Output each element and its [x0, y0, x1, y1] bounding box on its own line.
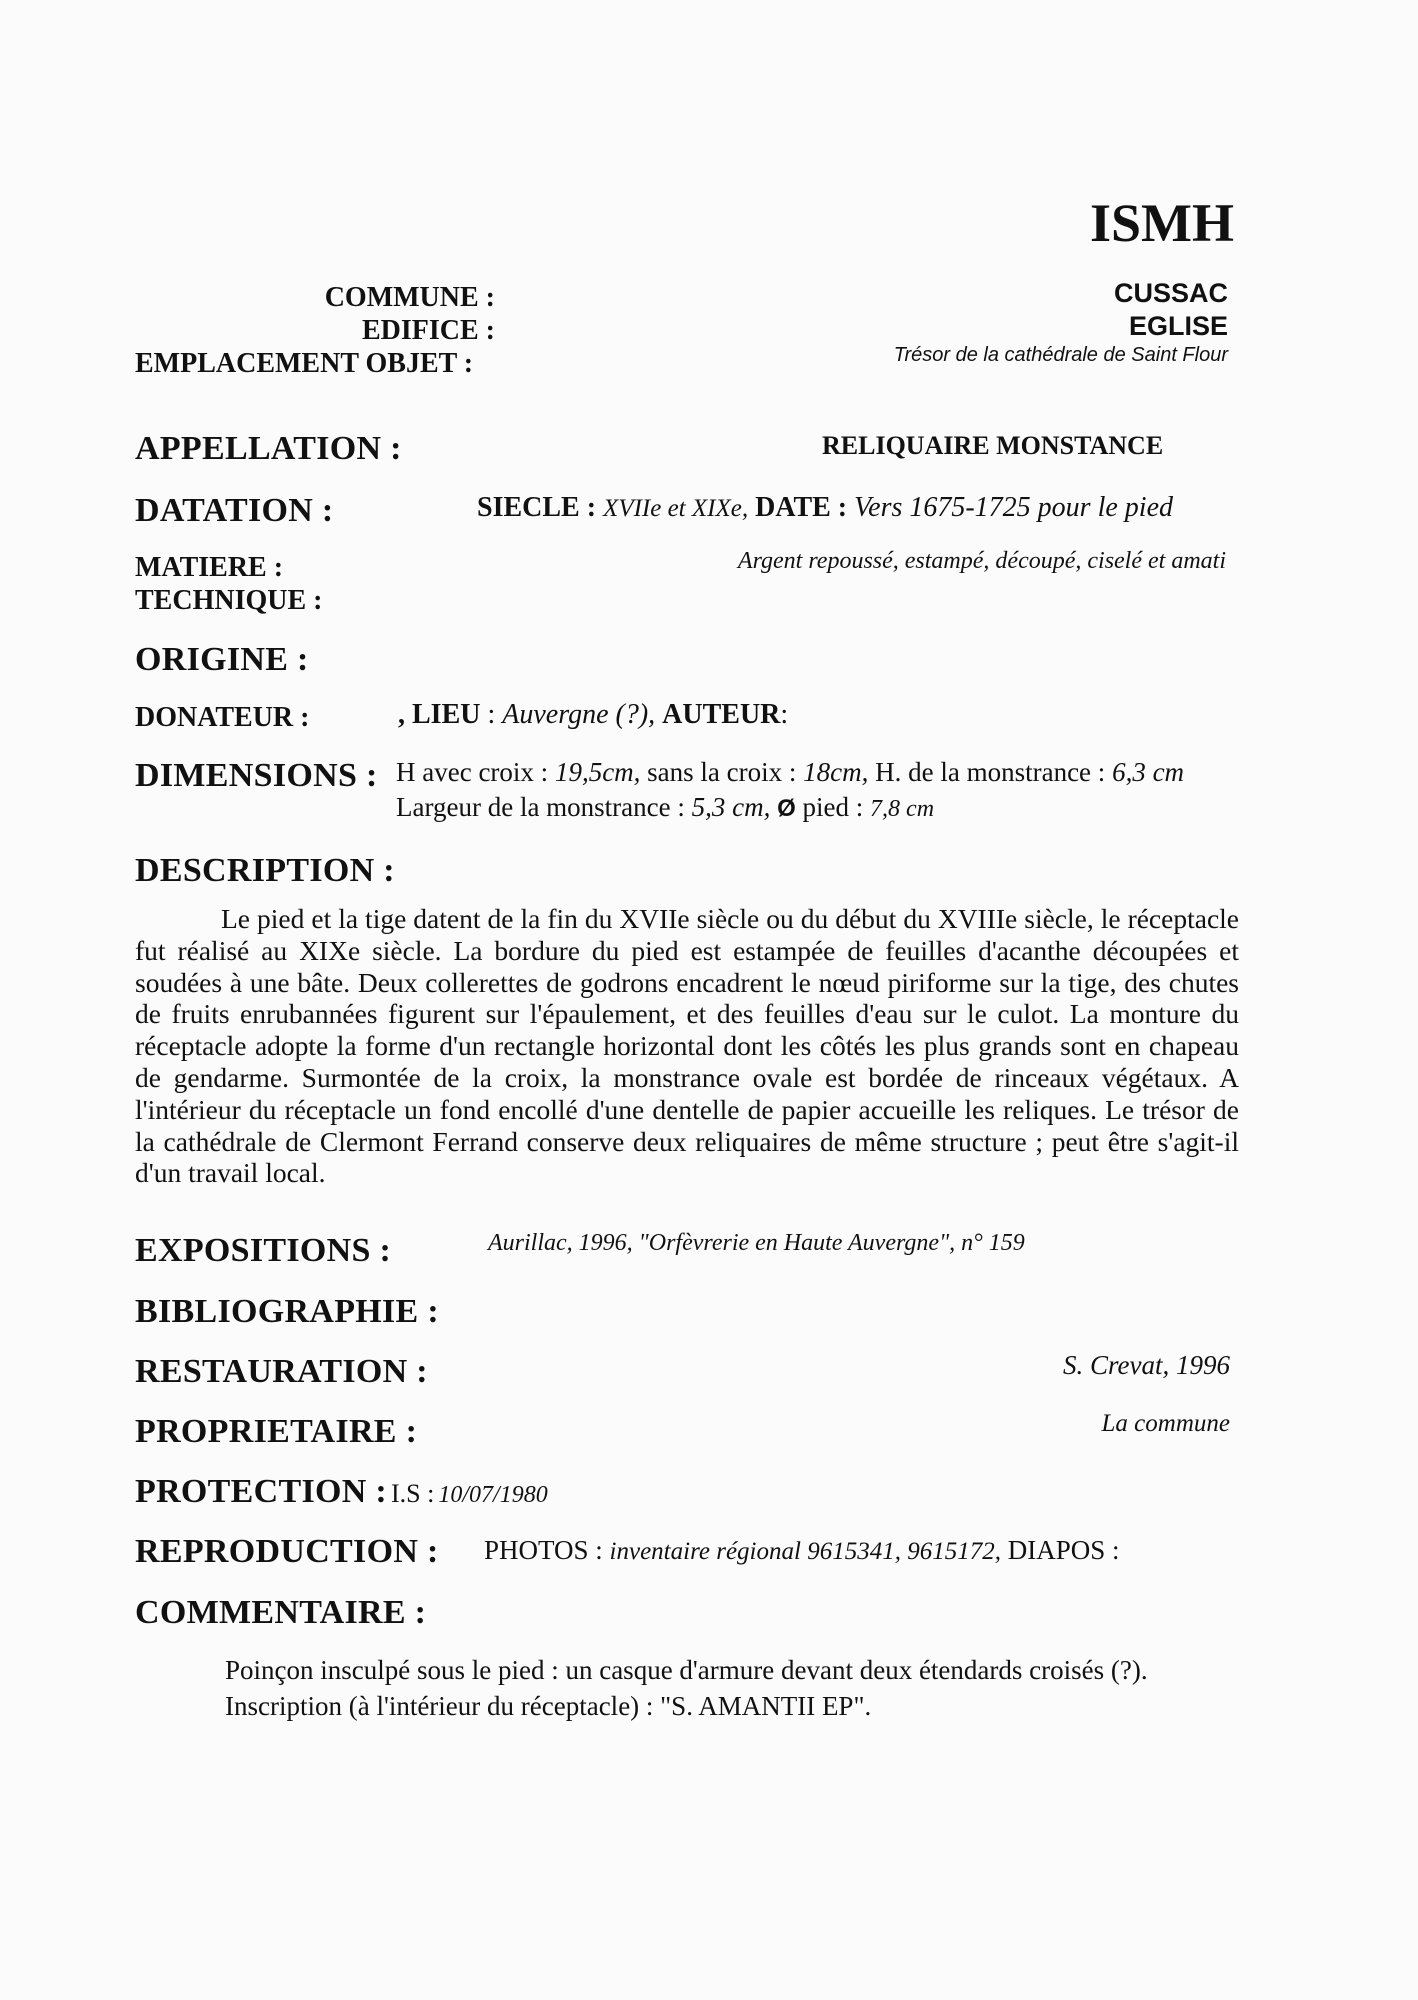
description-label: DESCRIPTION : [135, 852, 395, 889]
lieu-label: , LIEU [398, 699, 481, 730]
donateur-label: DONATEUR : [135, 702, 310, 733]
description-text: Le pied et la tige datent de la fin du XVIIe siècle ou du début du XVIIIe siècle, le réceptacle fut réalisé au XIXe siècle. La bordure du pied est estampée de feuilles d'acanthe découpées et soudées à une bâte. Deux collerettes de godrons encadrent le nœud piriforme sur la tige, des chutes de fruits enrubannées figurent sur l'épaulement, et des feuilles d'eau sur le culot. La monture du réceptacle adopte la forme d'un rectangle horizontal dont les côtés les plus grands sont en chapeau de gendarme. Surmontée de la croix, la monstrance ovale est bordée de rinceaux végétaux. A l'intérieur du réceptacle un fond encollé d'une dentelle de papier accueille les reliques. Le trésor de la cathédrale de Clermont Ferrand conserve deux reliquaires de même structure ; peut être s'agit-il d'un travail local. [135, 903, 1239, 1189]
restauration-label: RESTAURATION : [135, 1353, 428, 1390]
protection-date: 10/07/1980 [438, 1482, 548, 1508]
lieu-value: Auvergne (?), [502, 699, 656, 730]
larg-value: 5,3 cm, [691, 792, 771, 822]
commune-value: CUSSAC [1113, 278, 1228, 308]
auteur-sep: : [780, 699, 789, 730]
emplacement-label: EMPLACEMENT OBJET : [135, 348, 474, 379]
expositions-value: Aurillac, 1996, "Orfèvrerie en Haute Auvergne", n° 159 [488, 1230, 1025, 1256]
protection-type: I.S : [391, 1479, 435, 1508]
siecle-label: SIECLE : [477, 492, 597, 523]
lieu-sep: : [487, 699, 496, 730]
dimensions-line2 [396, 792, 934, 823]
protection-row [135, 1473, 548, 1511]
technique-label: TECHNIQUE : [135, 585, 323, 616]
datation-label: DATATION : [135, 492, 334, 529]
diameter-icon: Ø [777, 795, 796, 822]
proprietaire-value: La commune [1101, 1410, 1230, 1437]
pied-label: pied : [802, 792, 864, 822]
auteur-label: AUTEUR [662, 699, 781, 730]
photos-value: inventaire régional 9615341, 9615172, [609, 1538, 1001, 1565]
bibliographie-label: BIBLIOGRAPHIE : [135, 1293, 439, 1330]
siecle-value: XVIIe et XIXe, [603, 495, 749, 522]
lieu-auteur-row [398, 699, 788, 731]
hm-label: H. de la monstrance : [875, 757, 1106, 787]
reproduction-label: REPRODUCTION : [135, 1533, 439, 1570]
date-label: DATE : [755, 492, 848, 523]
origine-label: ORIGINE : [135, 641, 309, 678]
photos-label: PHOTOS : [484, 1535, 603, 1565]
proprietaire-label: PROPRIETAIRE : [135, 1413, 418, 1450]
pied-value: 7,8 cm [870, 796, 935, 822]
hm-value: 6,3 cm [1112, 757, 1185, 787]
sans-value: 18cm, [803, 757, 869, 787]
appellation-label: APPELLATION : [135, 430, 402, 467]
commentaire-line1: Poinçon insculpé sous le pied : un casque d'armure devant deux étendards croisés (?). [225, 1655, 1148, 1685]
expositions-label: EXPOSITIONS : [135, 1232, 392, 1269]
commune-label: COMMUNE : [324, 282, 495, 313]
matiere-value: Argent repoussé, estampé, découpé, ciselé et amati [737, 548, 1226, 574]
appellation-value: RELIQUAIRE MONSTANCE [822, 431, 1164, 460]
edifice-label: EDIFICE : [361, 315, 495, 346]
commentaire-line2: Inscription (à l'intérieur du réceptacle) : "S. AMANTII EP". [225, 1691, 872, 1721]
commentaire-label: COMMENTAIRE : [135, 1594, 427, 1631]
reproduction-row [484, 1535, 1119, 1566]
diapos-label: DIAPOS : [1007, 1535, 1120, 1565]
dimensions-label: DIMENSIONS : [135, 757, 378, 794]
h-value: 19,5cm, [554, 757, 641, 787]
document-code: ISMH [1089, 193, 1234, 253]
larg-label: Largeur de la monstrance : [396, 792, 685, 822]
h-label: H avec croix : [396, 757, 549, 787]
protection-label: PROTECTION : [135, 1473, 388, 1510]
dimensions-line1 [396, 757, 1184, 788]
edifice-value: EGLISE [1128, 311, 1228, 341]
sans-label: sans la croix : [647, 757, 797, 787]
date-value: Vers 1675-1725 pour le pied [854, 492, 1173, 523]
restauration-value: S. Crevat, 1996 [1063, 1350, 1230, 1380]
datation-row [477, 492, 1173, 524]
matiere-label: MATIERE : [135, 552, 284, 583]
emplacement-value: Trésor de la cathédrale de Saint Flour [893, 344, 1228, 366]
